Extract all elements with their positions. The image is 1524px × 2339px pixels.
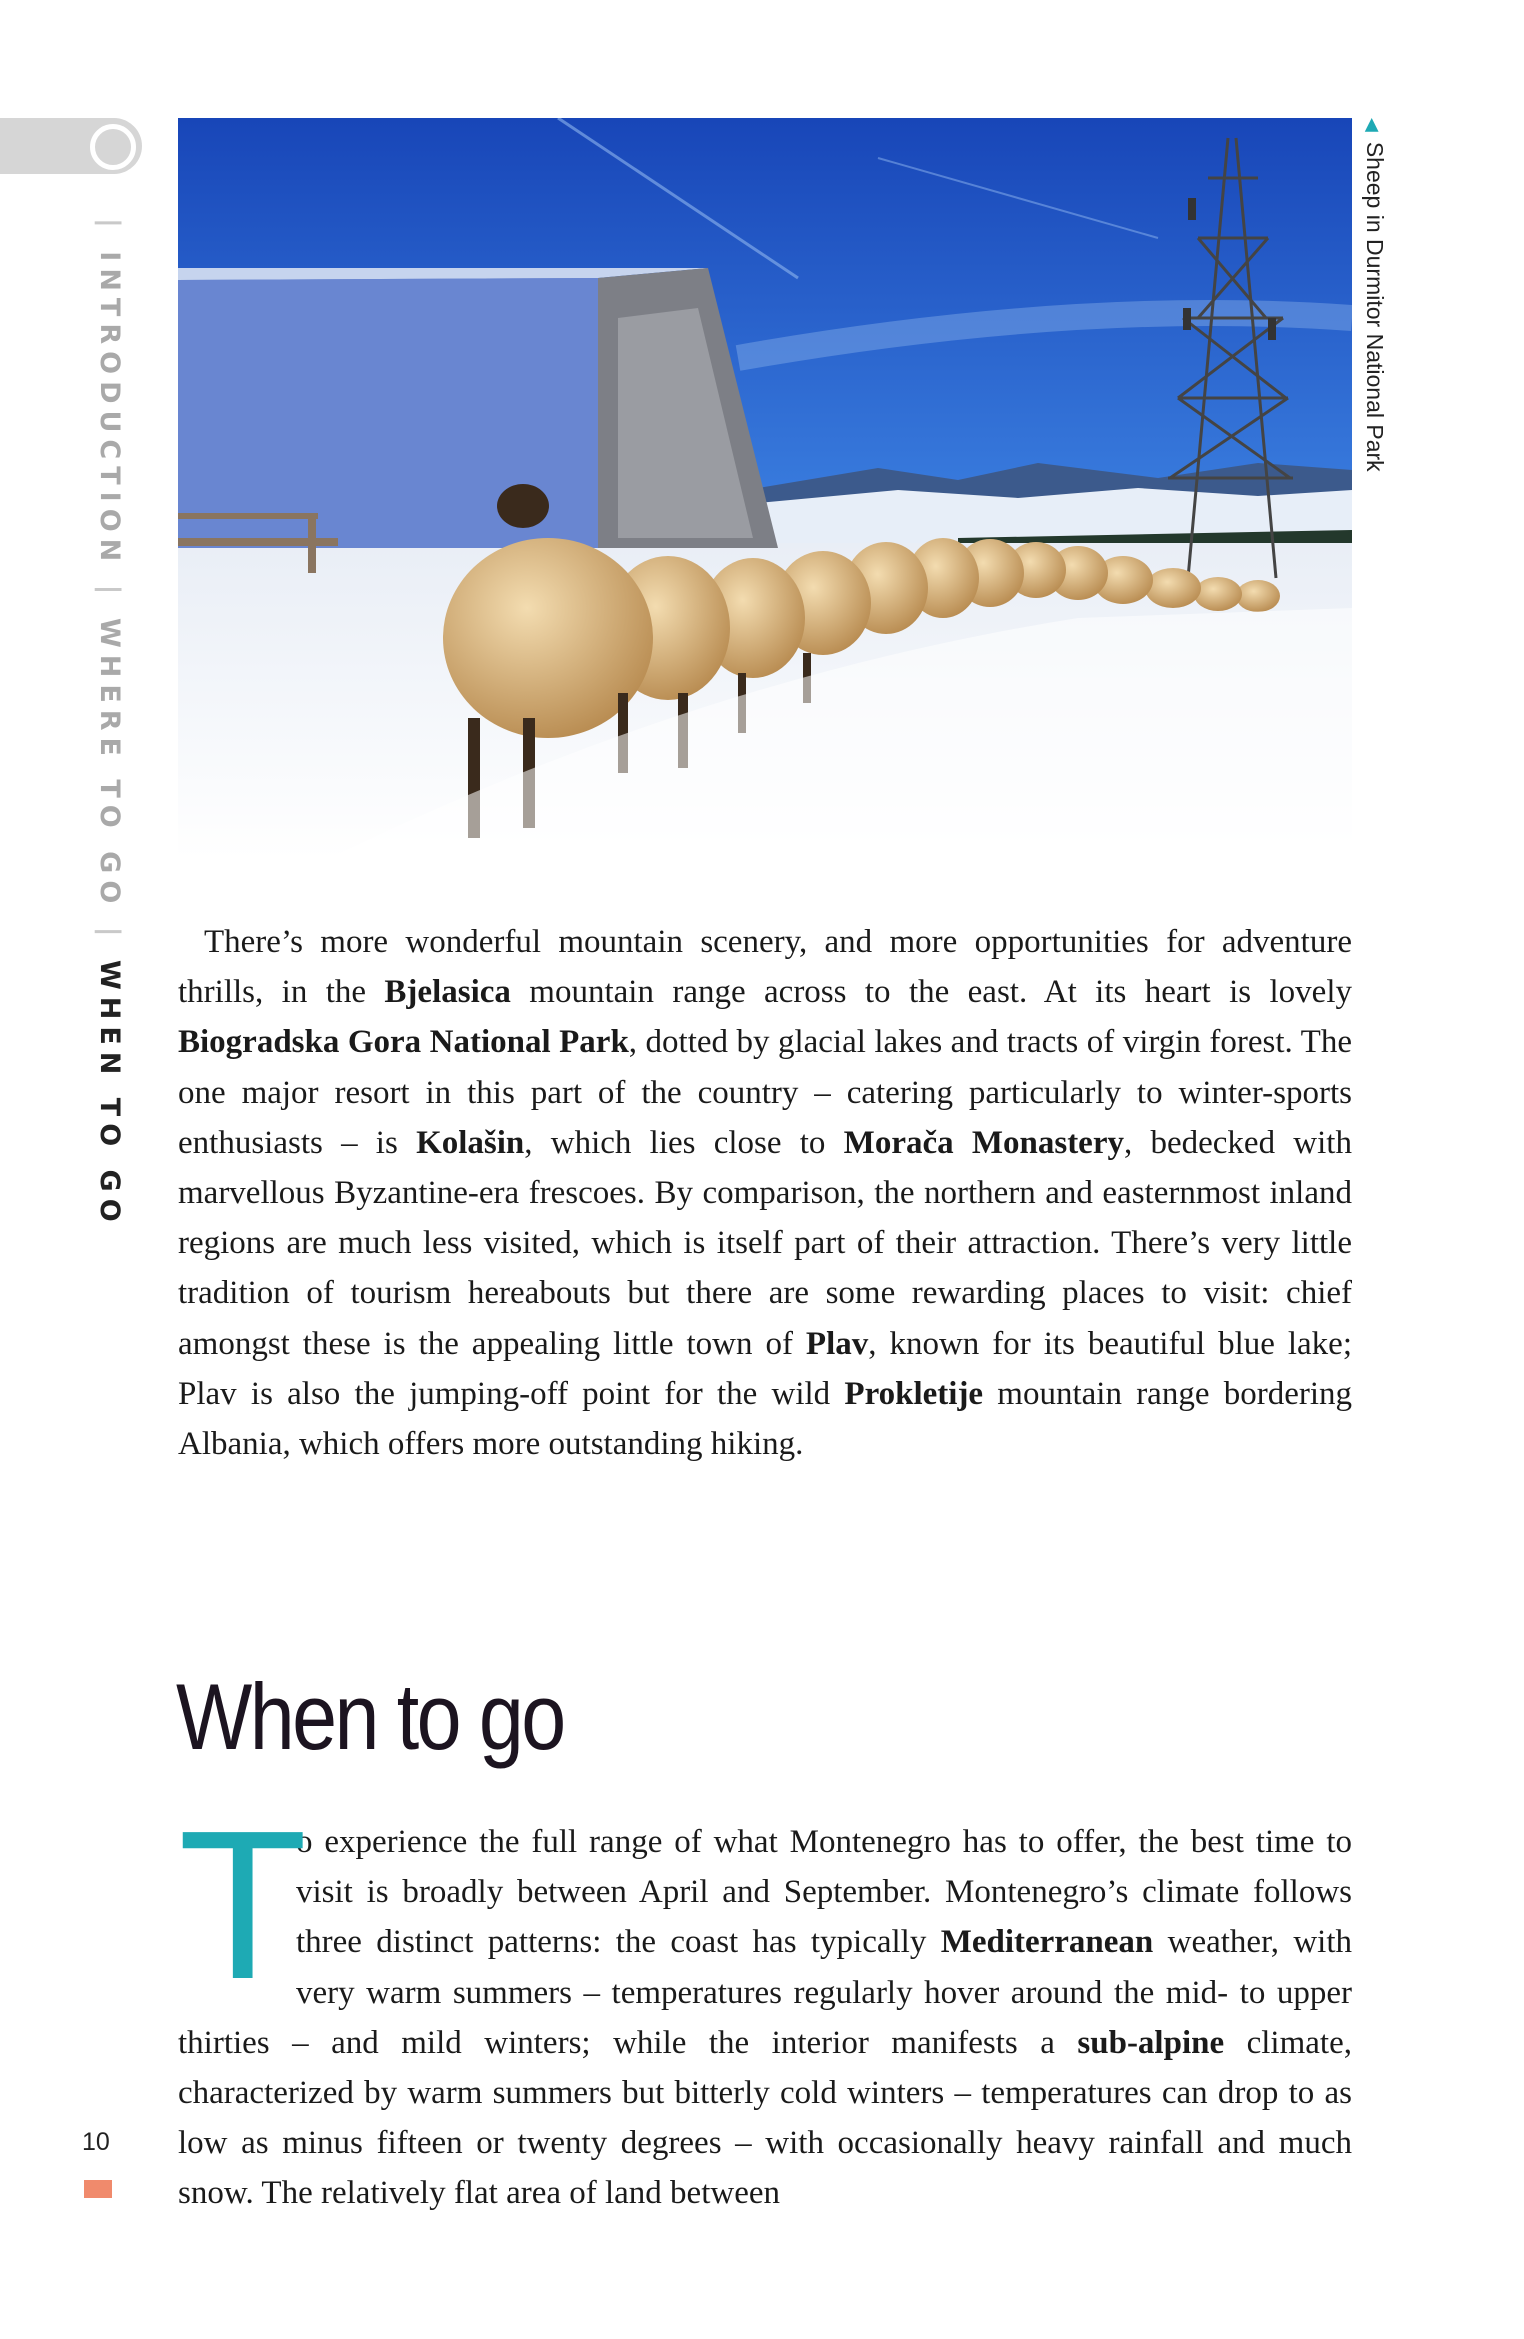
bold-kolasin: Kolašin (416, 1124, 525, 1161)
bold-plav: Plav (805, 1325, 869, 1362)
page-marker (84, 2180, 112, 2198)
section-heading: When to go (176, 1664, 564, 1769)
bold-bjelasica: Bjelasica (384, 974, 511, 1011)
photo-caption (1358, 118, 1390, 472)
bold-mediterranean: Mediterranean (940, 1924, 1154, 1961)
side-tab (0, 118, 142, 174)
bold-biogradska-gora: Biogradska Gora National Park (178, 1024, 629, 1061)
ring-icon (90, 124, 136, 170)
running-head-separator: | (94, 926, 125, 944)
bold-sub-alpine: sub-alpine (1077, 2024, 1225, 2061)
sheep-photo (178, 118, 1352, 859)
photo-illustration (178, 118, 1352, 859)
photo-caption-text: Sheep in Durmitor National Park (1362, 141, 1388, 472)
running-head-current-section: WHEN TO GO (94, 959, 125, 1229)
running-head (90, 218, 128, 1229)
running-head-separator: | (94, 218, 125, 235)
page-number: 10 (82, 2128, 110, 2156)
caption-triangle-icon: ◀ (1363, 118, 1383, 132)
running-head-section-introduction: INTRODUCTION (94, 251, 125, 569)
bold-moraca-monastery: Morača Monastery (843, 1124, 1124, 1161)
running-head-section-where-to-go: WHERE TO GO (94, 617, 125, 911)
drop-cap: T (178, 1786, 308, 2023)
paragraph-where-to-go: There’s more wonderful mountain scenery, and more opportunities for adventure thrills, in the Bjelasica mountain range across to the east. At its heart is lovely Biogradska Gora National Park, dotted by glacial lakes and tracts of virgin forest. The one major resort in this part of the country – catering particularly to winter-sports enthusiasts – is Kolašin, which lies close to Morača Monastery, bedecked with marvellous Byzantine-era frescoes. By comparison, the northern and easternmost inland regions are much less visited, which is itself part of their attraction. There’s very little tradition of tourism hereabouts but there are some rewarding places to visit: chief amongst these is the appealing little town of Plav, known for its beautiful blue lake; Plav is also the jumping-off point for the wild Prokletije mountain range bordering Albania, which offers more outstanding hiking. (178, 924, 1352, 1463)
running-head-separator: | (94, 584, 125, 602)
bold-prokletije: Prokletije (844, 1375, 984, 1412)
paragraph-when-to-go: T o experience the full range of what Montenegro has to offer, the best time to visit is broadly between April and September. Montenegro’s climate follows three distinct patterns: the coast has typically Mediterranean weather, with very warm summers – temperatures regularly hover around the mid- to upper thirties – and mild winters; while the interior manifests a sub-alpine climate, characterized by warm summers but bitterly cold winters – temperatures can drop to as low as minus fifteen or twenty degrees – with occasionally heavy rainfall and much snow. The relatively flat area of land between (178, 1786, 1352, 2212)
